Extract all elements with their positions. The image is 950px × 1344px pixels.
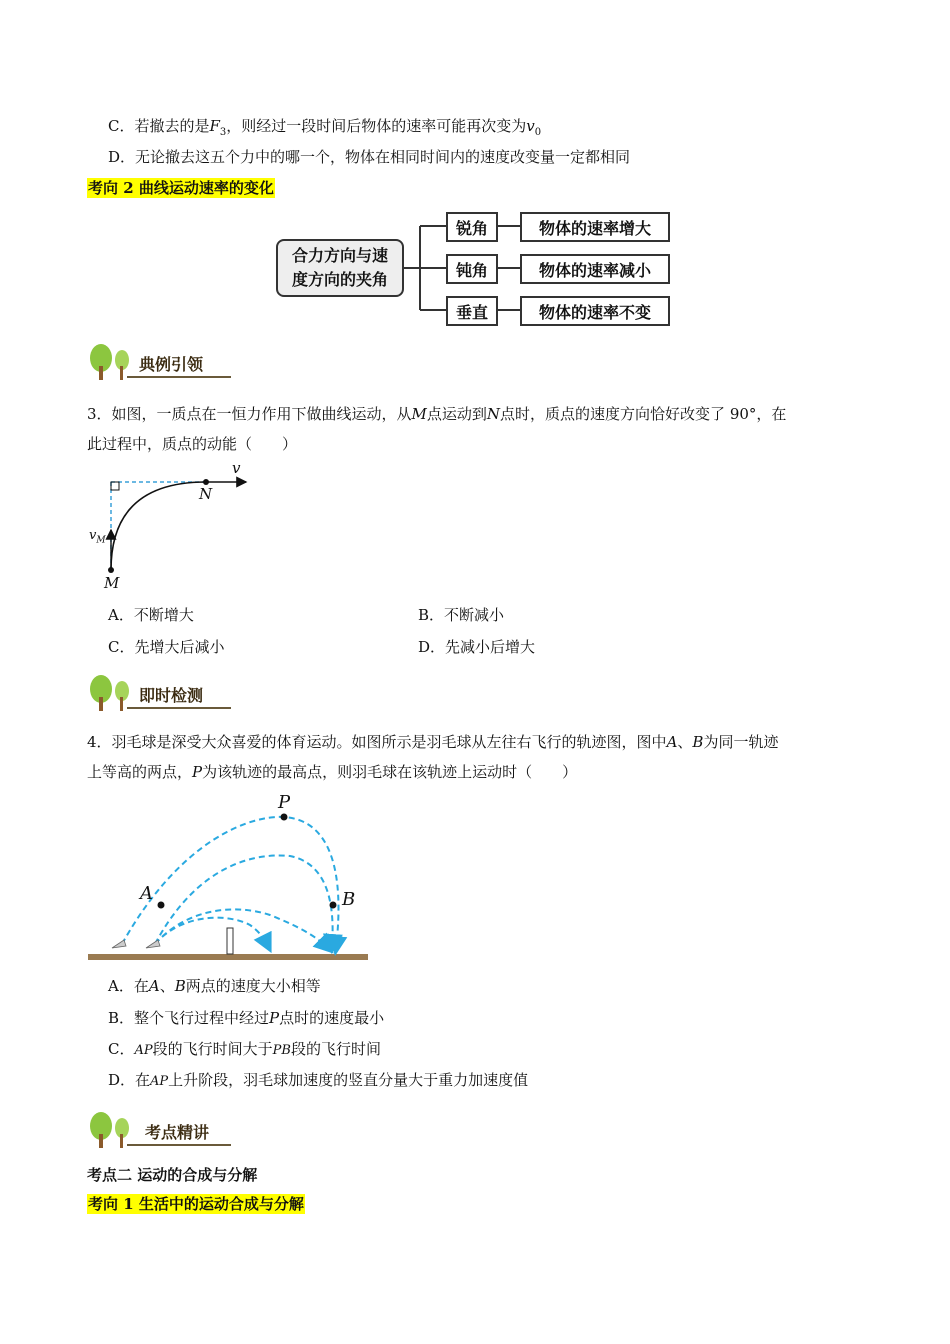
q4-option-b[interactable]: B．整个飞行过程中经过P点时的速度最小 (108, 1009, 385, 1027)
q4-label-P: P (278, 792, 291, 813)
result-constant-box: 物体的速率不变 (520, 296, 670, 326)
option-c-line: C．若撤去的是$F_3$，则经过一段时间后物体的速率可能再次变为$v_0$ (108, 117, 542, 138)
kaodian2-heading: 考点二 运动的合成与分解 (87, 1166, 258, 1184)
q3-label-v: v (232, 459, 241, 477)
angle-right-box: 垂直 (446, 296, 498, 326)
q4-option-a[interactable]: A．在A、B两点的速度大小相等 (108, 977, 321, 995)
q3-label-N: N (199, 485, 213, 503)
q3-option-c[interactable]: C．先增大后减小 (108, 638, 225, 656)
q3-stem: 3．如图，一质点在一恒力作用下做曲线运动，从M点运动到N点时，质点的速度方向恰好改变了 90°，在 此过程中，质点的动能（ ） (87, 405, 787, 453)
q3-label-M: M (104, 574, 120, 592)
diagram-main-box: 合力方向与速 度方向的夹角 (276, 239, 404, 297)
angle-obtuse-box: 钝角 (446, 254, 498, 284)
q4-label-B: B (342, 889, 356, 910)
kaoxiang1-heading: 考向 1 生活中的运动合成与分解 (88, 1195, 304, 1213)
banner-underline (127, 1144, 231, 1146)
q3-label-vM: $v_M$ (89, 528, 106, 546)
q3-option-d[interactable]: D．先减小后增大 (418, 638, 536, 656)
angle-acute-box: 锐角 (446, 212, 498, 242)
q4-stem: 4．羽毛球是深受大众喜爱的体育运动。如图所示是羽毛球从左往右飞行的轨迹图，图中A、B为同一轨迹 上等高的两点，P为该轨迹的最高点，则羽毛球在该轨迹上运动时（ ） (87, 733, 779, 781)
q4-option-c[interactable]: C．AP段的飞行时间大于PB段的飞行时间 (108, 1040, 381, 1058)
banner-example: 典例引领 (87, 342, 247, 382)
banner-keypoints: 考点精讲 (87, 1110, 247, 1150)
q3-option-a[interactable]: A．不断增大 (108, 606, 194, 624)
q4-option-d[interactable]: D．在AP上升阶段，羽毛球加速度的竖直分量大于重力加速度值 (108, 1071, 529, 1089)
result-increase-box: 物体的速率增大 (520, 212, 670, 242)
q4-label-A: A (140, 883, 153, 904)
option-d-line: D．无论撤去这五个力中的哪一个，物体在相同时间内的速度改变量一定都相同 (108, 148, 631, 166)
result-decrease-box: 物体的速率减小 (520, 254, 670, 284)
banner-check: 即时检测 (87, 673, 247, 713)
q3-option-b[interactable]: B．不断减小 (418, 606, 505, 624)
kaoxiang2-heading: 考向 2 曲线运动速率的变化 (88, 179, 274, 197)
